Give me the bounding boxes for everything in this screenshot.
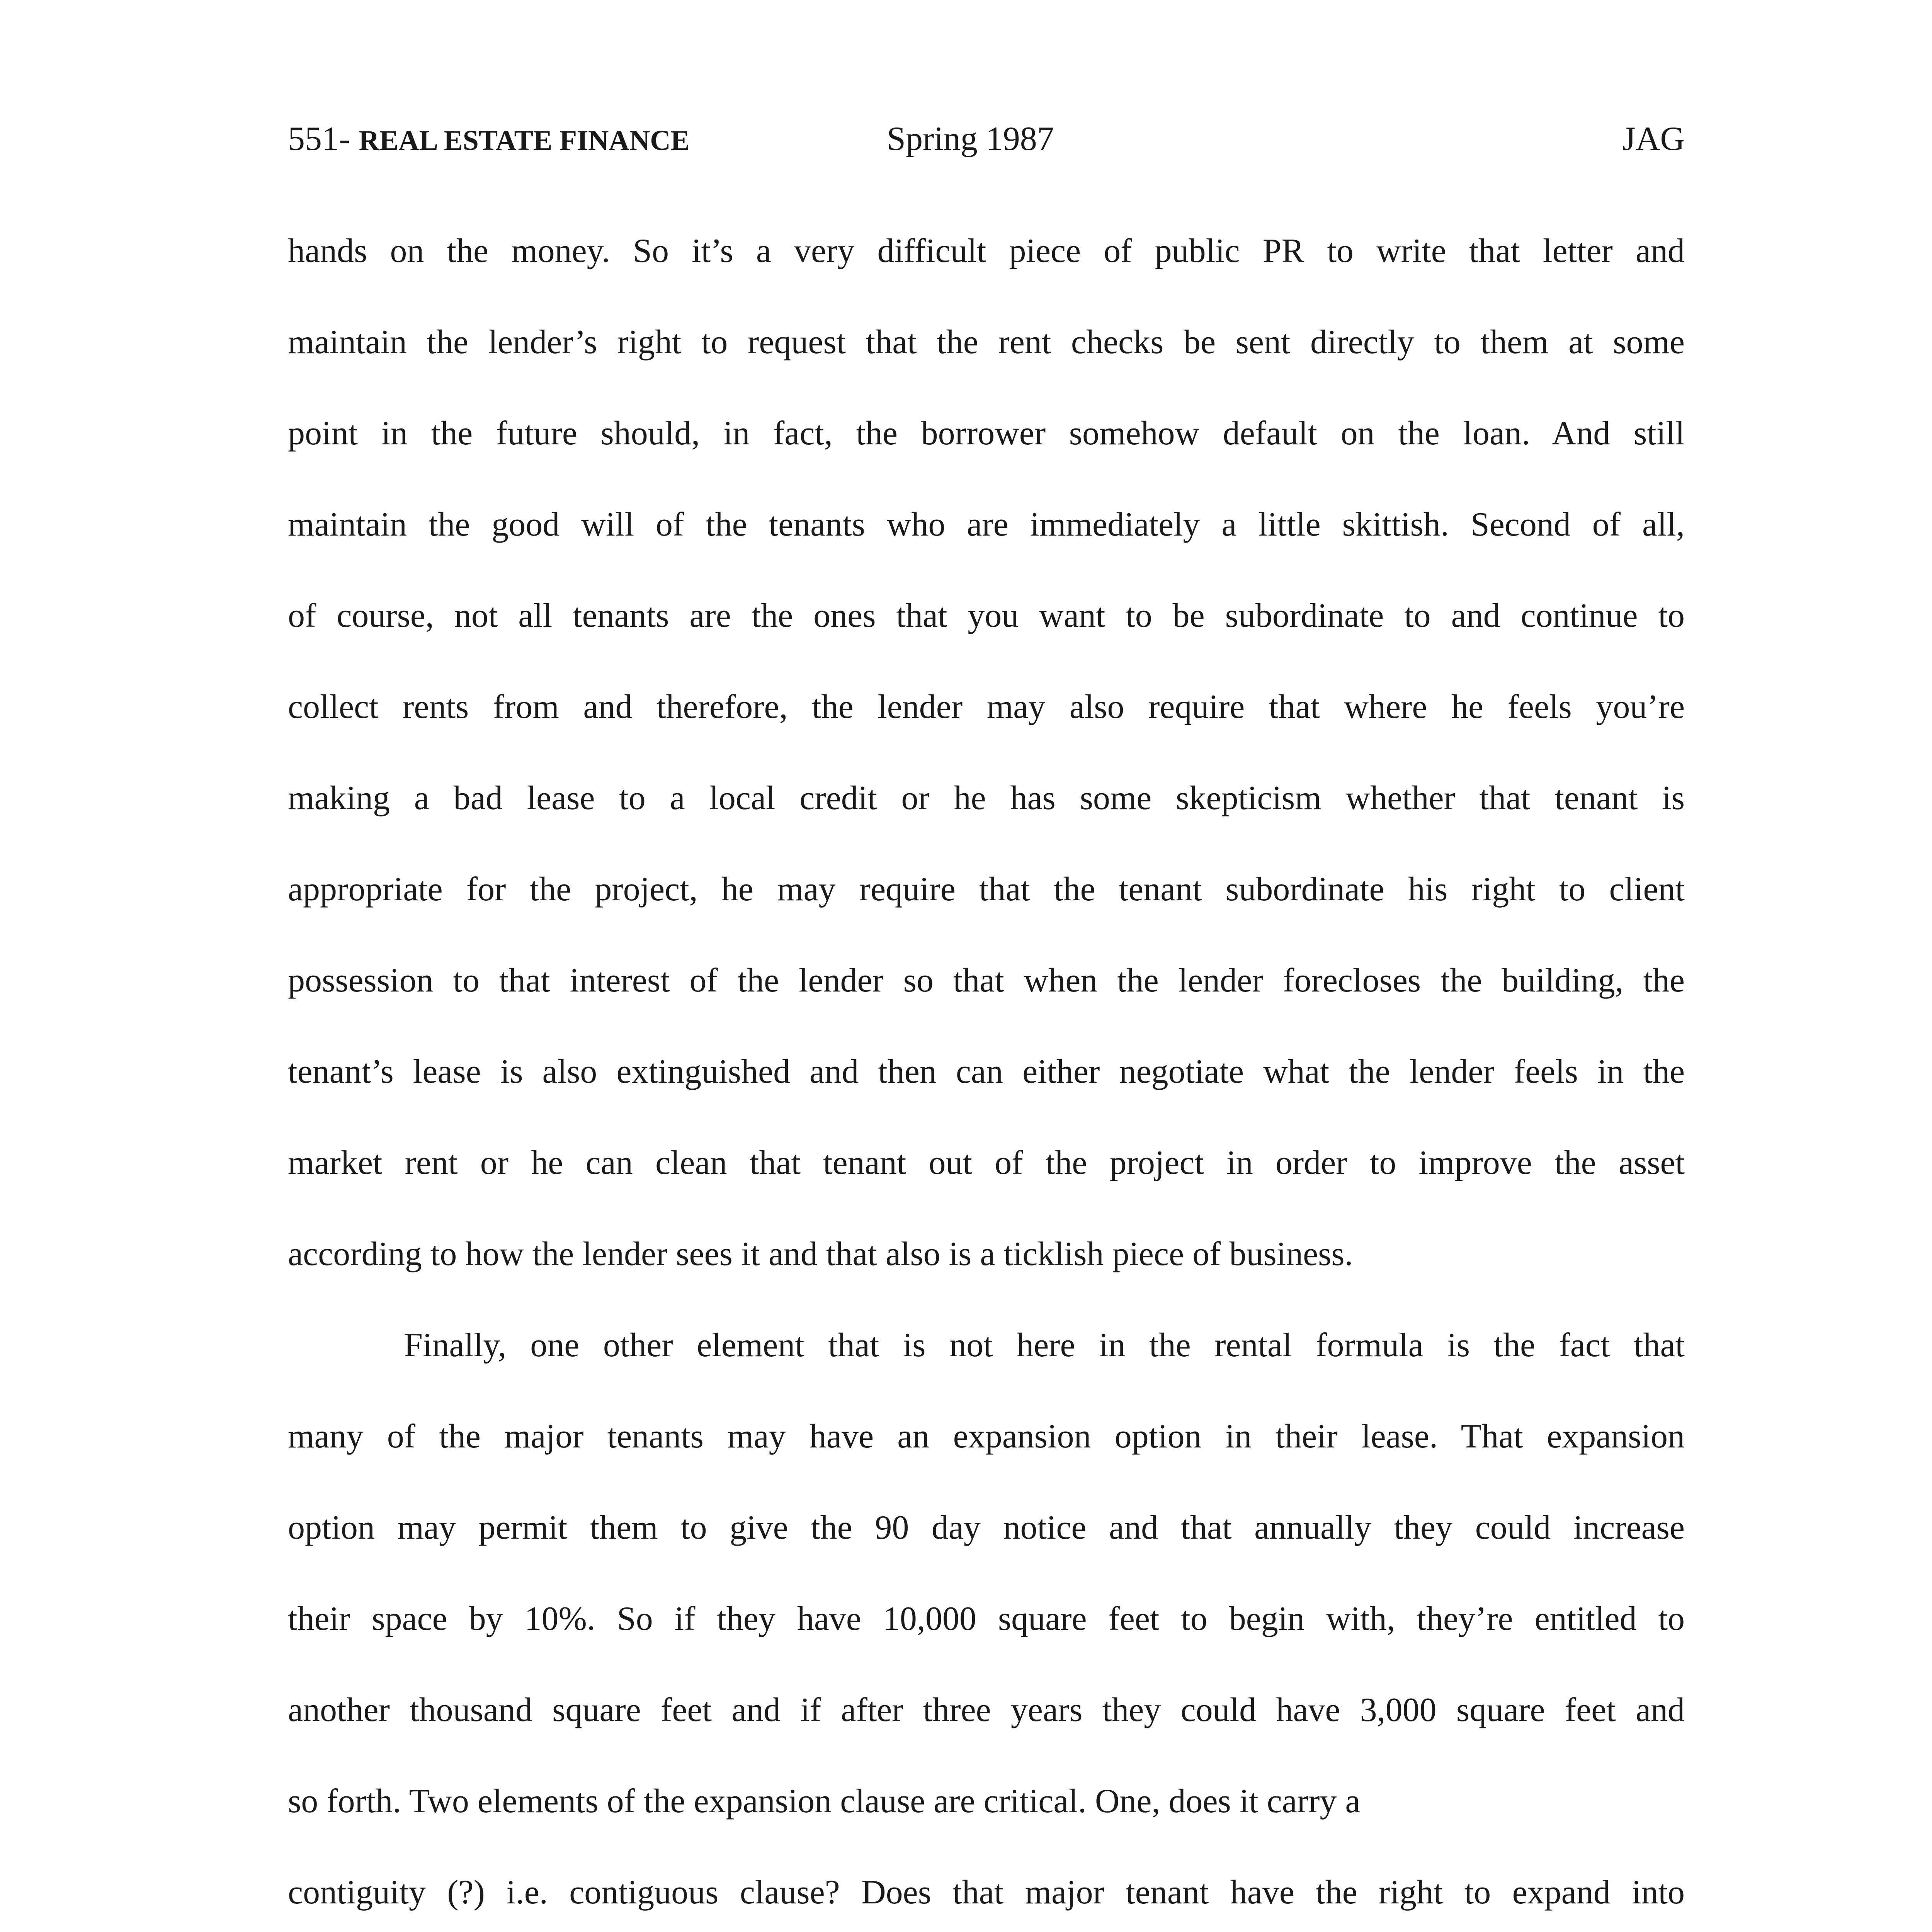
page-header — [288, 116, 1685, 162]
text-line: another thousand square feet and if after three years they could have 3,000 square feet and — [288, 1691, 1685, 1729]
text-line: according to how the lender sees it and that also is a ticklish piece of business. — [288, 1235, 1353, 1273]
course-heading — [288, 116, 690, 164]
term-label: Spring 1987 — [887, 120, 1054, 158]
text-line: maintain the lender’s right to request that the rent checks be sent directly to them at some — [288, 323, 1685, 361]
paragraph-2 — [288, 1322, 1685, 1932]
text-line: their space by 10%. So if they have 10,000 square feet to begin with, they’re entitled to — [288, 1600, 1685, 1638]
text-line: option may permit them to give the 90 day notice and that annually they could increase — [288, 1509, 1685, 1546]
author-initials: JAG — [1622, 120, 1685, 158]
course-title: REAL ESTATE FINANCE — [359, 125, 690, 156]
text-line: collect rents from and therefore, the lender may also require that where he feels you’re — [288, 688, 1685, 726]
text-line: contiguity (?) i.e. contiguous clause? Does that major tenant have the right to expand into — [288, 1874, 1685, 1911]
text-line: point in the future should, in fact, the borrower somehow default on the loan. And still — [288, 415, 1685, 452]
text-line: appropriate for the project, he may require that the tenant subordinate his right to client — [288, 871, 1685, 908]
text-line: many of the major tenants may have an expansion option in their lease. That expansion — [288, 1418, 1685, 1455]
text-line: market rent or he can clean that tenant out of the project in order to improve the asset — [288, 1144, 1685, 1182]
text-line: hands on the money. So it’s a very difficult piece of public PR to write that letter and — [288, 232, 1685, 270]
text-line: possession to that interest of the lender so that when the lender forecloses the building, the — [288, 962, 1685, 999]
course-number: 551- — [288, 120, 359, 158]
body-text — [288, 228, 1685, 1932]
text-line: tenant’s lease is also extinguished and then can either negotiate what the lender feels in the — [288, 1053, 1685, 1090]
text-line: making a bad lease to a local credit or he has some skepticism whether that tenant is — [288, 779, 1685, 817]
text-line: Finally, one other element that is not here in the rental formula is the fact that — [404, 1327, 1685, 1364]
paragraph-1 — [288, 228, 1685, 1322]
text-line: so forth. Two elements of the expansion clause are critical. One, does it carry a — [288, 1782, 1361, 1820]
text-line: of course, not all tenants are the ones that you want to be subordinate to and continue to — [288, 597, 1685, 634]
text-line: maintain the good will of the tenants who are immediately a little skittish. Second of all, — [288, 506, 1685, 543]
